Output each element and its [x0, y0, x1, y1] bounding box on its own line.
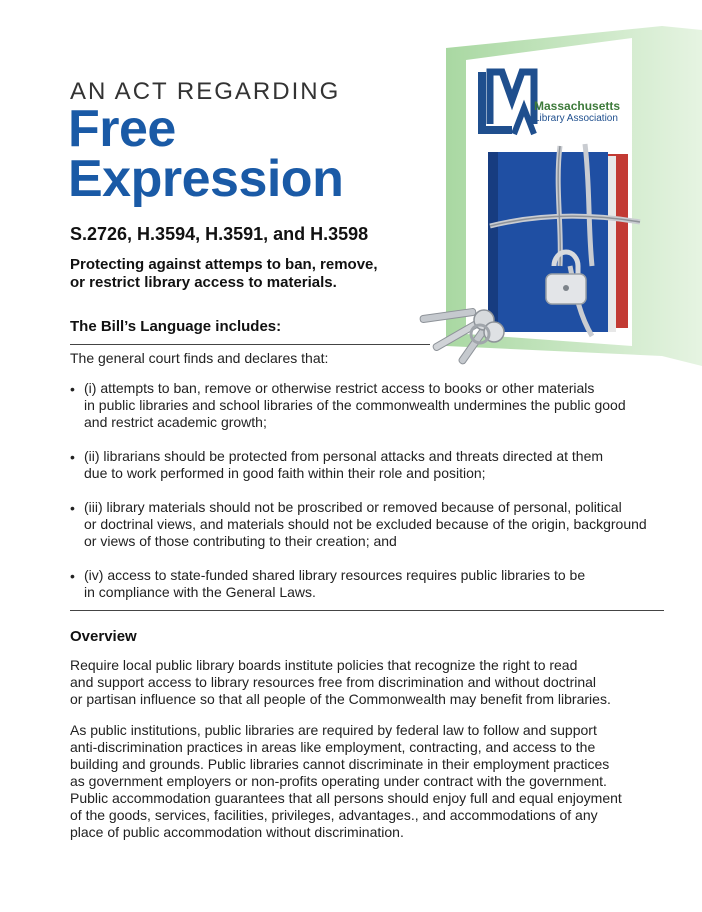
list-item: • (ii) librarians should be protected from personal attacks and threats directed at them due to work performed in good faith within their role and position; — [70, 448, 604, 481]
bullet-icon: • — [70, 449, 75, 465]
title-line-1: Free — [68, 100, 176, 158]
subtitle-line-1: Protecting against attemps to ban, remove, — [70, 256, 378, 273]
bullet-icon: • — [70, 568, 75, 584]
keys-icon — [420, 308, 504, 365]
divider — [70, 344, 430, 345]
list-item: • (iii) library materials should not be proscribed or removed because of personal, political or doctrinal views, and materials should not be excluded because of the origin, background or views of those contributing to their creation; and — [70, 499, 647, 549]
chained-books-illustration — [410, 16, 702, 376]
list-item: • (iv) access to state-funded shared library resources requires public libraries to be in compliance with the General Laws. — [70, 567, 586, 600]
language-list — [70, 380, 660, 618]
bullet-icon: • — [70, 500, 75, 516]
overview-paragraph-1: Require local public library boards institute policies that recognize the right to read and support access to library resources free from discrimination and without doctrinal or partisan influence so that all people of the Commonwealth may benefit from libraries. — [70, 657, 611, 707]
list-item: • (i) attempts to ban, remove or otherwise restrict access to books or other materials in public libraries and school libraries of the commonwealth undermines the public good and restrict academic growth; — [70, 380, 626, 430]
bill-numbers: S.2726, H.3594, H.3591, and H.3598 — [70, 224, 369, 244]
title-line-2: Expression — [68, 150, 344, 208]
overview-paragraph-2: As public institutions, public libraries are required by federal law to follow and support anti-discrimination practices in areas like employment, contracting, and access to the building and grounds. Public libraries cannot discriminate in their employment practices as government employers or non-profits operating under contract with the government. Public accommodation guarantees that all persons should enjoy full and equal enjoyment of the goods, services, facilities, privileges, advantages., and accommodations of any place of public accommodation without discrimination. — [70, 722, 622, 840]
subtitle — [70, 256, 430, 292]
pre-title: AN ACT REGARDING — [70, 78, 341, 105]
language-heading: The Bill’s Language includes: — [70, 318, 282, 335]
page-title — [68, 100, 344, 208]
bullet-icon: • — [70, 381, 75, 397]
logo-org-line1: Massachusetts — [534, 99, 621, 113]
overview-heading: Overview — [70, 628, 137, 645]
divider — [70, 610, 664, 611]
subtitle-line-2: or restrict library access to materials. — [70, 274, 337, 291]
logo-org-line2: Library Association — [534, 113, 618, 124]
logo-text — [534, 100, 620, 125]
language-intro: The general court finds and declares that: — [70, 350, 329, 366]
